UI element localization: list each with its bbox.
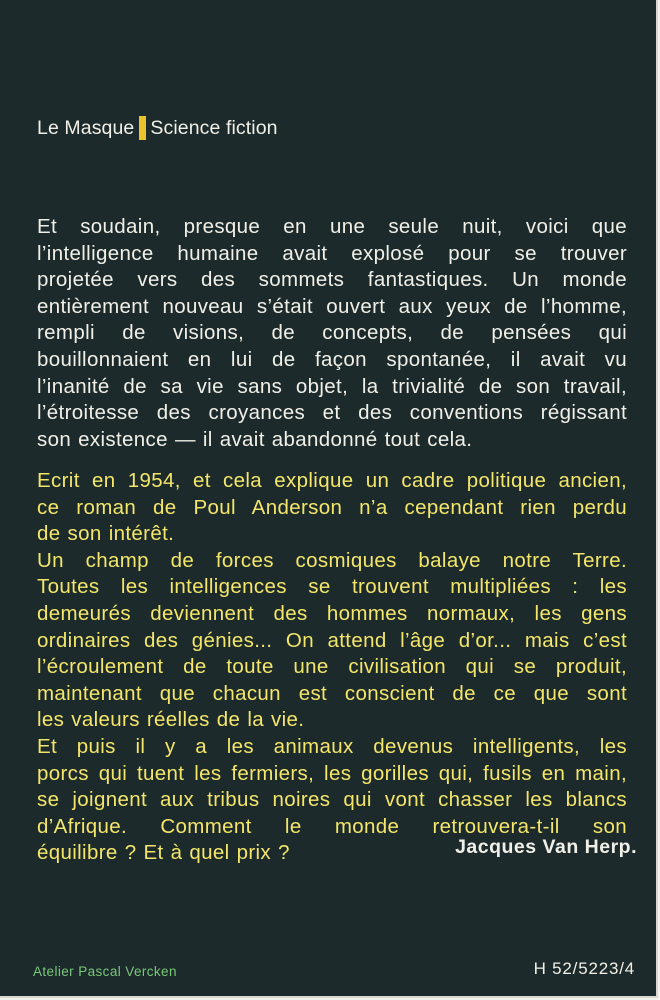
summary-line: se joignent aux tribus noires qui vont chasser les blancs xyxy=(37,788,627,812)
summary-line: les valeurs réelles de la vie. xyxy=(37,708,305,732)
intro-line: l’intelligence humaine avait explosé pour se trouver xyxy=(37,241,627,265)
summary-line: demeurés deviennent des hommes normaux, les gens xyxy=(37,601,627,625)
book-summary xyxy=(37,468,627,867)
summary-line: l’écroulement de toute une civilisation qui se produit, xyxy=(37,655,627,679)
summary-line: de son intérêt. xyxy=(37,522,175,546)
series-name: Science fiction xyxy=(150,116,278,139)
intro-line: rempli de visions, de concepts, de pensées qui xyxy=(37,321,627,345)
summary-line: Ecrit en 1954, et cela explique un cadre politique ancien, xyxy=(37,469,627,492)
intro-line: bouillonnaient en lui de façon spontanée, il avait vu xyxy=(37,347,627,371)
summary-line: ce roman de Poul Anderson n’a cependant rien perdu xyxy=(37,495,627,519)
intro-line: projetée vers des sommets fantastiques. Un monde xyxy=(37,268,627,292)
summary-line: maintenant que chacun est conscient de ce que sont xyxy=(37,681,627,705)
design-credit: Atelier Pascal Vercken xyxy=(33,964,177,979)
intro-line: son existence — il avait abandonné tout cela. xyxy=(37,427,473,451)
intro-line: l’inanité de sa vie sans objet, la trivialité de son travail, xyxy=(37,374,627,398)
summary-line: Et puis il y a les animaux devenus intelligents, les xyxy=(37,734,627,758)
collection-name: Le Masque xyxy=(37,116,135,139)
catalog-code: H 52/5223/4 xyxy=(533,959,635,978)
summary-line: porcs qui tuent les fermiers, les gorilles qui, fusils en main, xyxy=(37,761,627,785)
yellow-divider-bar xyxy=(139,116,146,140)
author-signature: Jacques Van Herp. xyxy=(455,836,637,858)
summary-line: d’Afrique. Comment le monde retrouvera-t-il son xyxy=(37,814,627,838)
summary-line: Un champ de forces cosmiques balaye notre Terre. xyxy=(37,548,627,572)
summary-line: équilibre ? Et à quel prix ? xyxy=(37,841,290,865)
intro-excerpt xyxy=(37,214,627,453)
collection-header xyxy=(37,116,278,140)
intro-line: entièrement nouveau s’était ouvert aux yeux de l’homme, xyxy=(37,294,627,318)
intro-line: l’étroitesse des croyances et des conventions régissant xyxy=(37,401,627,425)
summary-line: Toutes les intelligences se trouvent multipliées : les xyxy=(37,575,627,599)
intro-line: Et soudain, presque en une seule nuit, voici que xyxy=(37,215,627,238)
summary-line: ordinaires des génies... On attend l’âge d’or... mais c’est xyxy=(37,628,627,652)
